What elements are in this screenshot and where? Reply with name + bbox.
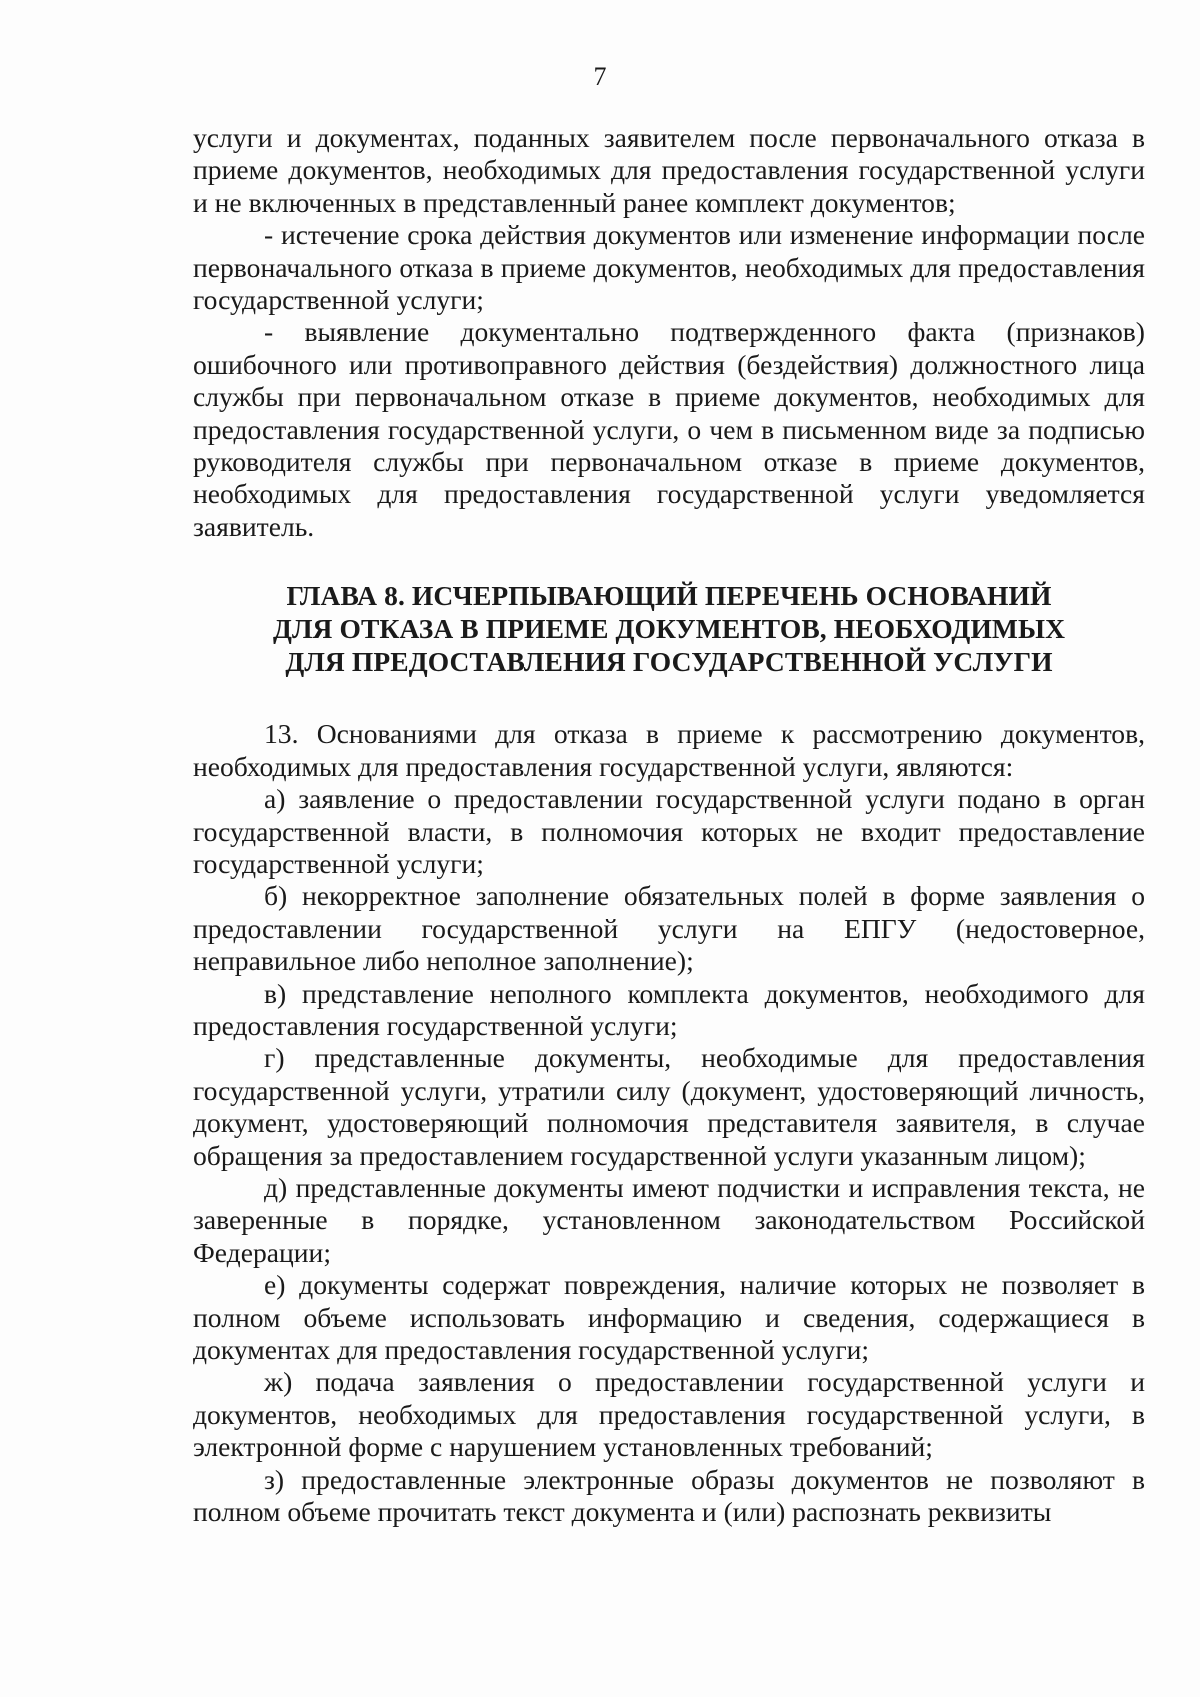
clause-13-zh: ж) подача заявления о предоставлении государственной услуги и документов, необходимых для предоставления государственной услуги, в электронной форме с нарушением установленных требований; bbox=[193, 1366, 1145, 1463]
document-body bbox=[193, 122, 1145, 1528]
clause-13-e: е) документы содержат повреждения, наличие которых не позволяет в полном объеме использовать информацию и сведения, содержащиеся в документах для предоставления государственной услуги; bbox=[193, 1269, 1145, 1365]
list-item-expiry: - истечение срока действия документов или изменение информации после первоначального отказа в приеме документов, необходимых для предоставления государственной услуги; bbox=[193, 219, 1145, 316]
chapter-heading-line-1: ГЛАВА 8. ИСЧЕРПЫВАЮЩИЙ ПЕРЕЧЕНЬ ОСНОВАНИЙ bbox=[286, 580, 1052, 612]
chapter-heading-line-2: ДЛЯ ОТКАЗА В ПРИЕМЕ ДОКУМЕНТОВ, НЕОБХОДИМЫХ bbox=[272, 613, 1066, 645]
clause-13-v: в) представление неполного комплекта документов, необходимого для предоставления государственной услуги; bbox=[193, 977, 1145, 1041]
clause-13-a: а) заявление о предоставлении государственной услуги подано в орган государственной власти, в полномочия которых не входит предоставление государственной услуги; bbox=[193, 783, 1145, 879]
list-item-error-detection: - выявление документально подтвержденного факта (признаков) ошибочного или противоправного действия (бездействия) должностного лица службы при первоначальном отказе в приеме документов, необходимых для предоставления государственной услуги, о чем в письменном виде за подписью руководителя службы при первоначальном отказе в приеме документов, необходимых для предоставления государственной услуги уведомляется заявитель. bbox=[193, 316, 1145, 542]
clause-13: 13. Основаниями для отказа в приеме к рассмотрению документов, необходимых для предоставления государственной услуги, являются: bbox=[193, 718, 1145, 782]
paragraph-continuation: услуги и документах, поданных заявителем после первоначального отказа в приеме документов, необходимых для предоставления государственной услуги и не включенных в представленный ранее комплект документов; bbox=[193, 122, 1145, 218]
clause-13-d: д) представленные документы имеют подчистки и исправления текста, не заверенные в порядке, установленном законодательством Российской Федерации; bbox=[193, 1171, 1145, 1268]
page-number: 7 bbox=[593, 62, 607, 91]
clause-13-z: з) предоставленные электронные образы документов не позволяют в полном объеме прочитать текст документа и (или) распознать реквизиты bbox=[193, 1463, 1145, 1528]
clause-13-g: г) представленные документы, необходимые для предоставления государственной услуги, утратили силу (документ, удостоверяющий личность, документ, удостоверяющий полномочия представителя заявителя, в случае обращения за предоставлением государственной услуги указанным лицом); bbox=[193, 1042, 1145, 1171]
chapter-heading-line-3: ДЛЯ ПРЕДОСТАВЛЕНИЯ ГОСУДАРСТВЕННОЙ УСЛУГИ bbox=[285, 646, 1053, 678]
clause-13-b: б) некорректное заполнение обязательных полей в форме заявления о предоставлении государственной услуги на ЕПГУ (недостоверное, неправильное либо неполное заполнение); bbox=[193, 880, 1145, 977]
chapter-heading bbox=[193, 579, 1145, 678]
